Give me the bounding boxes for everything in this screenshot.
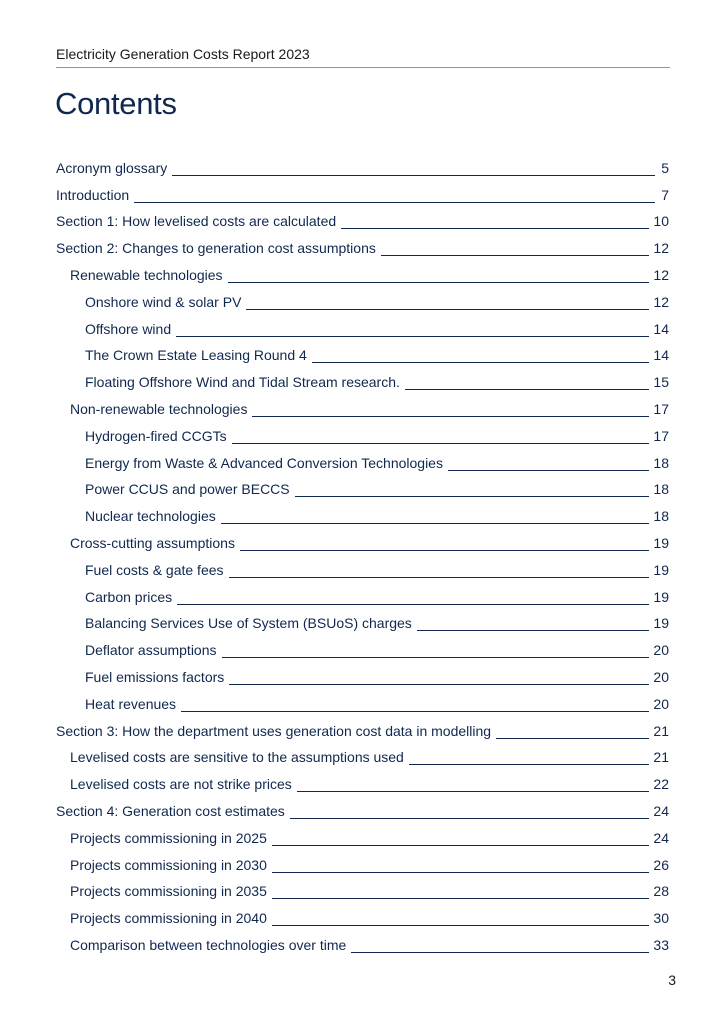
toc-entry-page: 24 (653, 802, 669, 819)
toc-entry-label: Levelised costs are not strike prices (70, 776, 292, 793)
header-divider (56, 67, 670, 68)
toc-entry-crown-estate[interactable] (56, 341, 669, 368)
toc-entry-bsuos[interactable] (56, 609, 669, 636)
toc-entry-label: Carbon prices (85, 588, 173, 605)
toc-entry-page: 12 (653, 266, 669, 283)
toc-leader-line (172, 161, 655, 176)
toc-entry-carbon-prices[interactable] (56, 582, 669, 609)
toc-leader-line (221, 509, 650, 524)
toc-entry-page: 7 (661, 186, 669, 203)
toc-leader-line (246, 295, 649, 310)
toc-entry-nuclear[interactable] (56, 501, 669, 528)
toc-entry-acronym-glossary[interactable] (56, 153, 669, 180)
toc-leader-line (181, 697, 649, 712)
toc-entry-page: 20 (653, 642, 669, 659)
toc-leader-line (341, 214, 649, 229)
table-of-contents (56, 153, 669, 957)
toc-entry-label: Levelised costs are sensitive to the assumptions used (70, 749, 404, 766)
toc-entry-page: 14 (653, 347, 669, 364)
toc-entry-label: The Crown Estate Leasing Round 4 (85, 347, 307, 364)
toc-entry-page: 19 (653, 534, 669, 551)
toc-entry-page: 5 (661, 159, 669, 176)
toc-entry-label: Non-renewable technologies (70, 400, 248, 417)
toc-entry-heat-revenues[interactable] (56, 689, 669, 716)
toc-entry-label: Hydrogen-fired CCGTs (85, 427, 227, 444)
toc-entry-fuel-costs[interactable] (56, 555, 669, 582)
toc-entry-label: Section 4: Generation cost estimates (56, 802, 285, 819)
toc-entry-page: 26 (653, 856, 669, 873)
toc-entry-page: 17 (653, 427, 669, 444)
toc-leader-line (240, 536, 649, 551)
toc-leader-line (229, 670, 649, 685)
toc-entry-page: 18 (653, 481, 669, 498)
toc-entry-deflator[interactable] (56, 635, 669, 662)
toc-entry-label: Cross-cutting assumptions (70, 534, 235, 551)
toc-entry-section-1[interactable] (56, 207, 669, 234)
toc-entry-label: Acronym glossary (56, 159, 168, 176)
toc-entry-label: Projects commissioning in 2035 (70, 883, 267, 900)
toc-leader-line (222, 643, 650, 658)
toc-entry-introduction[interactable] (56, 180, 669, 207)
toc-entry-page: 24 (653, 829, 669, 846)
toc-entry-offshore-wind[interactable] (56, 314, 669, 341)
toc-entry-page: 19 (653, 615, 669, 632)
toc-leader-line (448, 456, 649, 471)
toc-entry-page: 14 (653, 320, 669, 337)
toc-entry-page: 18 (653, 454, 669, 471)
toc-entry-hydrogen-ccgt[interactable] (56, 421, 669, 448)
toc-entry-page: 20 (653, 695, 669, 712)
toc-leader-line (272, 911, 650, 926)
toc-entry-page: 17 (653, 400, 669, 417)
toc-entry-page: 18 (653, 508, 669, 525)
page-title: Contents (55, 86, 177, 121)
toc-entry-not-strike-prices[interactable] (56, 769, 669, 796)
toc-entry-page: 21 (653, 749, 669, 766)
toc-leader-line (228, 268, 650, 283)
toc-leader-line (496, 724, 649, 739)
toc-entry-label: Section 3: How the department uses generation cost data in modelling (56, 722, 492, 739)
toc-entry-label: Balancing Services Use of System (BSUoS) charges (85, 615, 412, 632)
toc-entry-page: 12 (653, 293, 669, 310)
toc-entry-label: Comparison between technologies over time (70, 936, 347, 953)
toc-entry-cross-cutting[interactable] (56, 528, 669, 555)
toc-leader-line (381, 241, 650, 256)
toc-entry-renewable-technologies[interactable] (56, 260, 669, 287)
toc-entry-page: 30 (653, 910, 669, 927)
toc-entry-commissioning-2035[interactable] (56, 877, 669, 904)
toc-entry-label: Projects commissioning in 2040 (70, 910, 267, 927)
toc-entry-sensitive-assumptions[interactable] (56, 743, 669, 770)
toc-leader-line (295, 482, 650, 497)
toc-entry-page: 15 (653, 374, 669, 391)
toc-entry-power-ccus[interactable] (56, 475, 669, 502)
toc-entry-label: Floating Offshore Wind and Tidal Stream research. (85, 374, 400, 391)
toc-leader-line (229, 563, 650, 578)
toc-entry-commissioning-2025[interactable] (56, 823, 669, 850)
toc-leader-line (409, 750, 650, 765)
toc-entry-section-3[interactable] (56, 716, 669, 743)
toc-leader-line (176, 322, 649, 337)
toc-entry-label: Section 1: How levelised costs are calculated (56, 213, 337, 230)
toc-leader-line (312, 348, 650, 363)
toc-entry-label: Projects commissioning in 2030 (70, 856, 267, 873)
toc-entry-label: Power CCUS and power BECCS (85, 481, 290, 498)
toc-entry-page: 28 (653, 883, 669, 900)
toc-entry-label: Projects commissioning in 2025 (70, 829, 267, 846)
toc-leader-line (272, 884, 650, 899)
toc-entry-page: 19 (653, 561, 669, 578)
toc-entry-label: Onshore wind & solar PV (85, 293, 242, 310)
toc-entry-label: Deflator assumptions (85, 642, 217, 659)
toc-entry-section-4[interactable] (56, 796, 669, 823)
toc-entry-label: Renewable technologies (70, 266, 223, 283)
toc-leader-line (134, 188, 655, 203)
toc-entry-page: 22 (653, 776, 669, 793)
toc-entry-label: Energy from Waste & Advanced Conversion Technologies (85, 454, 443, 471)
toc-leader-line (290, 804, 650, 819)
toc-entry-page: 21 (653, 722, 669, 739)
page-number: 3 (668, 972, 676, 988)
toc-entry-energy-from-waste[interactable] (56, 448, 669, 475)
report-header-title: Electricity Generation Costs Report 2023 (56, 46, 310, 62)
toc-entry-page: 19 (653, 588, 669, 605)
toc-leader-line (417, 616, 650, 631)
toc-leader-line (351, 938, 649, 953)
toc-entry-page: 12 (653, 240, 669, 257)
toc-leader-line (297, 777, 650, 792)
toc-entry-label: Nuclear technologies (85, 508, 216, 525)
toc-entry-page: 20 (653, 668, 669, 685)
toc-entry-page: 33 (653, 936, 669, 953)
toc-leader-line (272, 831, 650, 846)
toc-entry-section-2[interactable] (56, 233, 669, 260)
toc-entry-onshore-wind-solar[interactable] (56, 287, 669, 314)
toc-entry-page: 10 (653, 213, 669, 230)
toc-leader-line (272, 858, 650, 873)
toc-leader-line (177, 590, 649, 605)
toc-entry-label: Offshore wind (85, 320, 172, 337)
toc-entry-commissioning-2040[interactable] (56, 903, 669, 930)
toc-entry-comparison-over-time[interactable] (56, 930, 669, 957)
toc-entry-non-renewable[interactable] (56, 394, 669, 421)
toc-entry-floating-offshore[interactable] (56, 367, 669, 394)
toc-entry-label: Fuel costs & gate fees (85, 561, 224, 578)
toc-entry-label: Fuel emissions factors (85, 668, 225, 685)
toc-entry-label: Heat revenues (85, 695, 177, 712)
toc-leader-line (405, 375, 650, 390)
toc-leader-line (232, 429, 650, 444)
toc-entry-label: Introduction (56, 186, 130, 203)
toc-entry-label: Section 2: Changes to generation cost assumptions (56, 240, 376, 257)
toc-entry-fuel-emissions[interactable] (56, 662, 669, 689)
toc-leader-line (252, 402, 649, 417)
toc-entry-commissioning-2030[interactable] (56, 850, 669, 877)
